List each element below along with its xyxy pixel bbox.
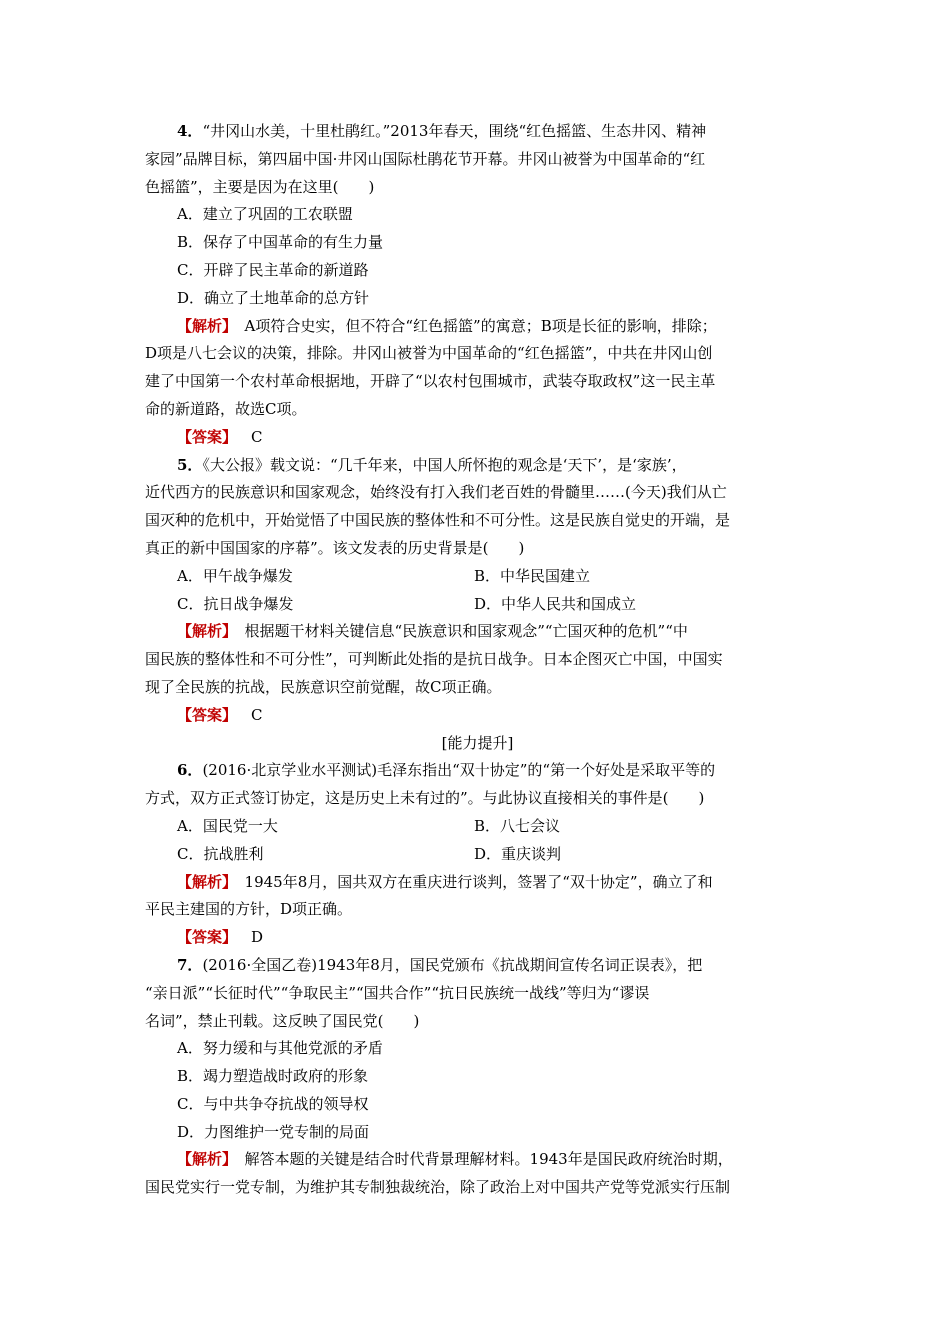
analysis-line: 平民主建国的方针，D项正确。 [145, 900, 353, 919]
option-row [145, 813, 810, 841]
analysis-tag: 【解析】 [177, 316, 230, 335]
option-c: C．与中共争夺抗战的领导权 [177, 1094, 369, 1113]
analysis-line: 【解析】 根据题干材料关键信息“民族意识和国家观念”“亡国灭种的危机”“中 [177, 622, 688, 641]
option-b: B．八七会议 [474, 816, 561, 835]
analysis-line: 国民族的整体性和不可分性”，可判断此处指的是抗日战争。日本企图灭亡中国，中国实 [145, 650, 723, 669]
question-stem-line: 色摇篮”，主要是因为在这里( ) [145, 177, 375, 196]
answer-tag: 【答案】 [177, 705, 238, 724]
question-stem-line: 4．“井冈山水美，十里杜鹃红。”2013年春天，围绕“红色摇篮、生态井冈、精神 [177, 122, 707, 140]
question-stem-line: 7．(2016·全国乙卷)1943年8月，国民党颁布《抗战期间宣传名词正误表》，把 [177, 955, 703, 974]
question-stem-line: 家园”品牌目标，第四届中国·井冈山国际杜鹃花节开幕。井冈山被誉为中国革命的“红 [145, 149, 706, 168]
option-d: D．重庆谈判 [474, 844, 562, 863]
option-row [145, 841, 810, 869]
answer-line [145, 702, 810, 730]
question-stem-line: “亲日派”“长征时代”“争取民主”“国共合作”“抗日民族统一战线”等归为“谬误 [145, 983, 650, 1002]
option-a: A．建立了巩固的工农联盟 [177, 205, 353, 224]
option-a: A．努力缓和与其他党派的矛盾 [177, 1039, 383, 1058]
analysis-line: 【解析】 1945年8月，国共双方在重庆进行谈判，签署了“双十协定”，确立了和 [177, 872, 713, 891]
analysis-tag: 【解析】 [177, 872, 230, 891]
option-a: A．国民党一大 [177, 816, 278, 835]
option-row [145, 563, 810, 591]
question-stem-line: 方式，双方正式签订协定，这是历史上未有过的”。与此协议直接相关的事件是( ) [145, 789, 705, 808]
analysis-line: 【解析】 解答本题的关键是结合时代背景理解材料。1943年是国民政府统治时期， [177, 1150, 733, 1169]
question-4 [145, 118, 810, 452]
option-d: D．力图维护一党专制的局面 [177, 1122, 370, 1141]
question-number: 6． [177, 761, 203, 780]
analysis-tag: 【解析】 [177, 1150, 230, 1169]
question-number: 4． [177, 122, 203, 140]
answer-tag: 【答案】 [177, 928, 238, 947]
option-c: C．抗战胜利 [177, 844, 264, 863]
question-stem-line: 名词”，禁止刊载。这反映了国民党( ) [145, 1011, 420, 1030]
analysis-tag: 【解析】 [177, 622, 230, 641]
analysis-line: 现了全民族的抗战，民族意识空前觉醒，故C项正确。 [145, 677, 502, 696]
answer-line [145, 424, 810, 452]
answer-value: C [251, 705, 263, 724]
answer-value: D [251, 928, 264, 947]
question-stem-line: 6．(2016·北京学业水平测试)毛泽东指出“双十协定”的“第一个好处是采取平等的 [177, 761, 716, 780]
question-stem-line: 5．《大公报》载文说：“几千年来，中国人所怀抱的观念是‘天下’，是‘家族’， [177, 455, 687, 474]
question-number: 7． [177, 955, 203, 974]
analysis-line: D项是八七会议的决策，排除。井冈山被誉为中国革命的“红色摇篮”，中共在井冈山创 [145, 344, 713, 363]
analysis-line: 命的新道路，故选C项。 [145, 399, 307, 418]
answer-line [145, 924, 810, 952]
option-row [145, 591, 810, 619]
analysis-line: 国民党实行一党专制，为维护其专制独裁统治，除了政治上对中国共产党等党派实行压制 [145, 1178, 731, 1197]
option-d: D．确立了土地革命的总方针 [177, 288, 370, 307]
question-stem-line: 国灭种的危机中，开始觉悟了中国民族的整体性和不可分性。这是民族自觉史的开端，是 [145, 511, 731, 530]
answer-value: C [251, 427, 263, 446]
option-b: B．竭力塑造战时政府的形象 [177, 1067, 369, 1086]
option-c: C．开辟了民主革命的新道路 [177, 260, 369, 279]
question-stem-line: 近代西方的民族意识和国家观念，始终没有打入我们老百姓的骨髓里……(今天)我们从亡 [145, 483, 727, 502]
document-page [145, 118, 810, 1202]
question-stem-line: 真正的新中国国家的序幕”。该文发表的历史背景是( ) [145, 538, 525, 557]
question-7 [145, 952, 810, 1202]
option-c: C．抗日战争爆发 [177, 594, 294, 613]
question-6 [145, 757, 810, 952]
option-a: A．甲午战争爆发 [177, 566, 293, 585]
analysis-line: 建了中国第一个农村革命根据地，开辟了“以农村包围城市，武装夺取政权”这一民主革 [145, 372, 716, 391]
question-5 [145, 452, 810, 730]
answer-tag: 【答案】 [177, 427, 238, 446]
option-b: B．中华民国建立 [474, 566, 591, 585]
section-heading: [能力提升] [441, 733, 514, 752]
option-d: D．中华人民共和国成立 [474, 594, 637, 613]
question-number: 5． [177, 455, 203, 474]
option-b: B．保存了中国革命的有生力量 [177, 233, 384, 252]
analysis-line: 【解析】 A项符合史实，但不符合“红色摇篮”的寓意；B项是长征的影响，排除； [177, 316, 717, 335]
